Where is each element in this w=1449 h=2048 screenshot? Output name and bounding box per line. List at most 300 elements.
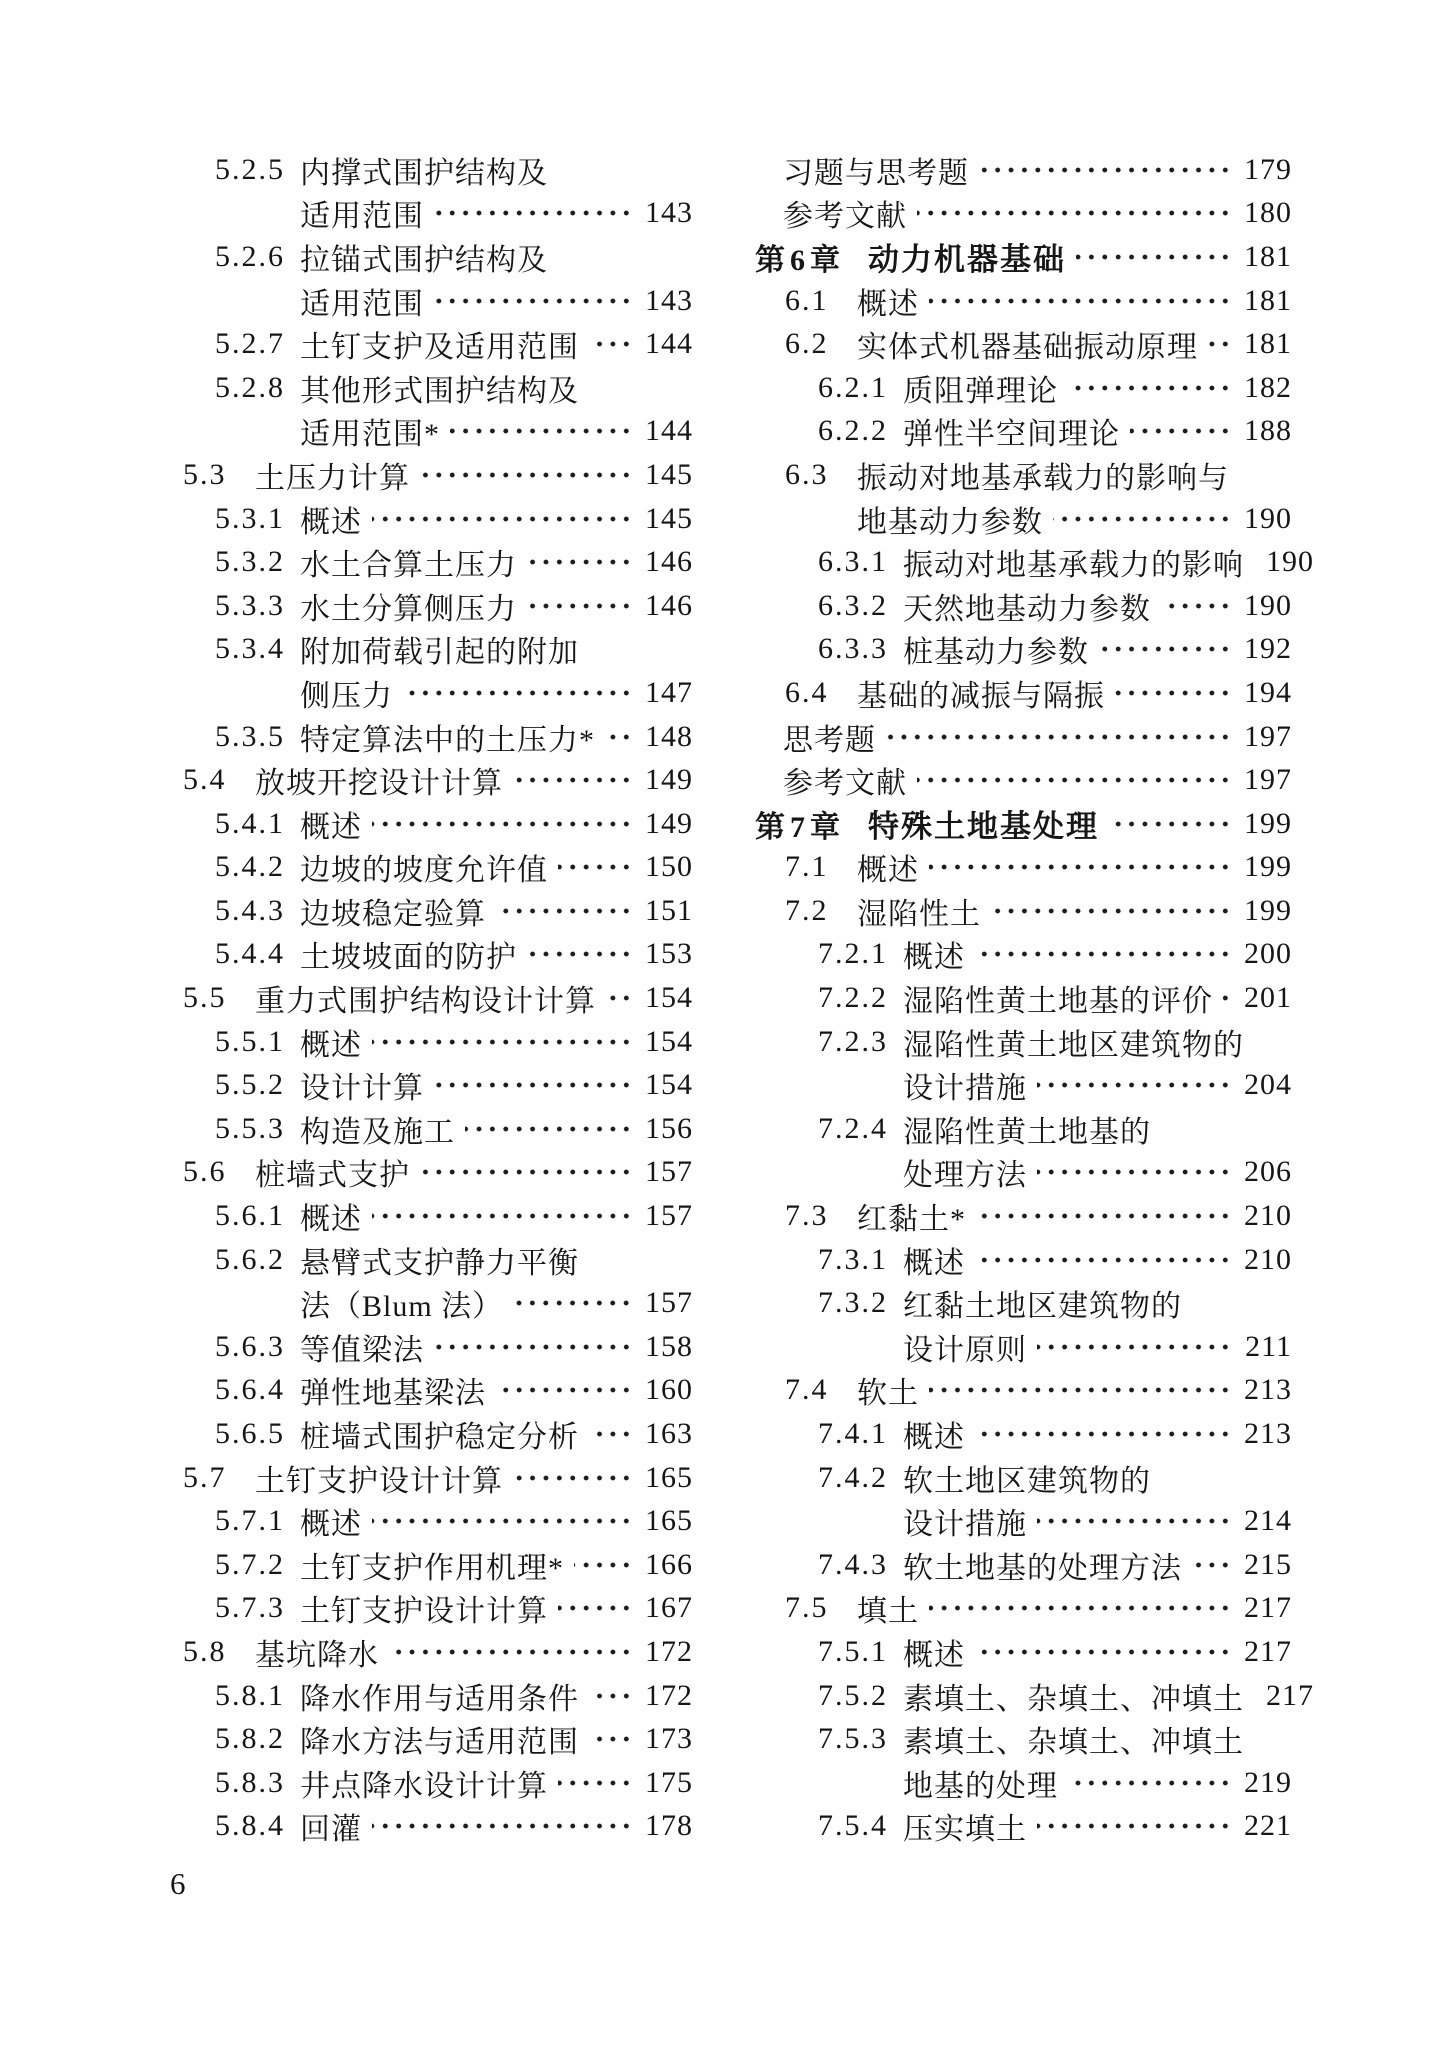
toc-entry bbox=[755, 1587, 1292, 1631]
dot-leader bbox=[450, 427, 633, 435]
toc-entry-title: 基础的减振与隔振 bbox=[857, 679, 1105, 713]
toc-entry bbox=[755, 1281, 1292, 1325]
toc-entry-number: 5.3 bbox=[183, 457, 227, 491]
toc-entry bbox=[755, 846, 1292, 890]
toc-entry-number: 7.2.1 bbox=[818, 937, 888, 971]
toc-entry bbox=[755, 497, 1292, 541]
toc-entry bbox=[755, 1325, 1292, 1369]
toc-entry-number: 7.5.1 bbox=[818, 1634, 888, 1668]
toc-entry-number: 5.7.2 bbox=[215, 1547, 285, 1581]
dot-leader bbox=[976, 1212, 1232, 1220]
toc-entry bbox=[183, 628, 693, 672]
toc-entry-number: 5.8.4 bbox=[215, 1809, 285, 1843]
toc-entry bbox=[183, 715, 693, 759]
toc-entry-title: 概述 bbox=[300, 810, 362, 844]
toc-entry-number: 6.1 bbox=[785, 283, 829, 317]
toc-entry-title: 水土分算侧压力 bbox=[300, 592, 517, 626]
toc-entry bbox=[183, 889, 693, 933]
toc-entry-title: 附加荷载引起的附加 bbox=[300, 636, 579, 670]
toc-entry bbox=[755, 322, 1292, 366]
dot-leader bbox=[434, 1081, 633, 1089]
toc-entry-title: 土钉支护作用机理* bbox=[300, 1551, 564, 1585]
toc-entry-title: 概述 bbox=[857, 854, 919, 888]
dot-leader bbox=[1053, 515, 1232, 523]
toc-entry-number: 5.7.3 bbox=[215, 1591, 285, 1625]
toc-entry-number: 5.3.2 bbox=[215, 545, 285, 579]
toc-entry-page-number: 175 bbox=[645, 1765, 693, 1799]
toc-entry bbox=[755, 148, 1292, 192]
dot-leader bbox=[420, 1168, 633, 1176]
toc-entry-number: 7.5 bbox=[785, 1591, 829, 1625]
toc-entry-number: 7.5.3 bbox=[818, 1722, 888, 1756]
toc-entry-page-number: 143 bbox=[645, 283, 693, 317]
toc-entry-page-number: 158 bbox=[645, 1329, 693, 1363]
toc-entry-title: 构造及施工 bbox=[300, 1115, 455, 1149]
toc-entry bbox=[183, 1630, 693, 1674]
dot-leader bbox=[496, 907, 633, 915]
toc-entry-title: 红黏土* bbox=[857, 1203, 966, 1237]
toc-entry-page-number: 147 bbox=[645, 675, 693, 709]
toc-entry-number: 5.7.1 bbox=[215, 1504, 285, 1538]
dot-leader bbox=[929, 1386, 1232, 1394]
toc-entry-number: 7.4.2 bbox=[818, 1460, 888, 1494]
toc-entry-title: 素填土、杂填土、冲填土 bbox=[903, 1682, 1244, 1716]
toc-entry bbox=[755, 1543, 1292, 1587]
toc-entry-number: 5.4.2 bbox=[215, 850, 285, 884]
toc-entry-page-number: 144 bbox=[645, 327, 693, 361]
toc-entry bbox=[755, 671, 1292, 715]
dot-leader bbox=[975, 1256, 1232, 1264]
dot-leader bbox=[929, 297, 1232, 305]
toc-entry-title: 压实填土 bbox=[903, 1813, 1027, 1847]
dot-leader bbox=[558, 1604, 633, 1612]
toc-entry-page-number: 172 bbox=[645, 1634, 693, 1668]
toc-entry-title: 湿陷性黄土地区建筑物的 bbox=[903, 1028, 1244, 1062]
toc-entry-page-number: 200 bbox=[1244, 937, 1292, 971]
toc-entry bbox=[183, 584, 693, 628]
toc-entry-number: 第6章 bbox=[755, 243, 845, 277]
toc-entry-page-number: 190 bbox=[1244, 501, 1292, 535]
dot-leader bbox=[527, 558, 633, 566]
toc-entry bbox=[183, 1107, 693, 1151]
toc-entry-title: 土坡坡面的防护 bbox=[300, 941, 517, 975]
toc-entry-number: 5.3.1 bbox=[215, 501, 285, 535]
toc-entry bbox=[755, 628, 1292, 672]
dot-leader bbox=[1068, 1779, 1232, 1787]
toc-entry-title: 适用范围 bbox=[300, 287, 424, 321]
toc-entry-number: 5.5.3 bbox=[215, 1111, 285, 1145]
toc-entry bbox=[755, 889, 1292, 933]
toc-entry-number: 7.5.4 bbox=[818, 1809, 888, 1843]
toc-entry-title: 动力机器基础 bbox=[868, 242, 1066, 278]
toc-entry-page-number: 167 bbox=[645, 1591, 693, 1625]
toc-entry-title: 概述 bbox=[903, 1638, 965, 1672]
toc-entry-title: 土压力计算 bbox=[255, 461, 410, 495]
toc-entry-number: 5.4.3 bbox=[215, 893, 285, 927]
toc-entry-number: 7.2.4 bbox=[818, 1111, 888, 1145]
toc-entry-title: 概述 bbox=[300, 505, 362, 539]
toc-entry bbox=[183, 540, 693, 584]
dot-leader bbox=[513, 1299, 633, 1307]
toc-entry-page-number: 166 bbox=[645, 1547, 693, 1581]
toc-entry-title: 概述 bbox=[300, 1203, 362, 1237]
toc-entry bbox=[183, 322, 693, 366]
dot-leader bbox=[975, 950, 1232, 958]
toc-entry-page-number: 215 bbox=[1244, 1547, 1292, 1581]
toc-entry bbox=[183, 802, 693, 846]
toc-entry bbox=[755, 1412, 1292, 1456]
toc-entry-number: 5.2.8 bbox=[215, 370, 285, 404]
toc-entry-title: 适用范围 bbox=[300, 200, 424, 234]
toc-entry-page-number: 213 bbox=[1244, 1373, 1292, 1407]
toc-entry bbox=[183, 192, 693, 236]
toc-entry bbox=[183, 366, 693, 410]
dot-leader bbox=[527, 602, 633, 610]
toc-entry-page-number: 204 bbox=[1244, 1068, 1292, 1102]
toc-entry-title: 基坑降水 bbox=[255, 1638, 379, 1672]
toc-entry-title: 质阻弹理论 bbox=[903, 374, 1058, 408]
toc-entry-page-number: 180 bbox=[1244, 196, 1292, 230]
toc-entry-page-number: 163 bbox=[645, 1417, 693, 1451]
toc-entry-page-number: 199 bbox=[1244, 806, 1292, 840]
dot-leader bbox=[1068, 384, 1232, 392]
toc-entry-page-number: 211 bbox=[1245, 1329, 1292, 1363]
toc-entry bbox=[755, 1194, 1292, 1238]
toc-entry bbox=[755, 1674, 1314, 1718]
toc-entry-page-number: 181 bbox=[1244, 327, 1292, 361]
toc-entry-title: 概述 bbox=[903, 1246, 965, 1280]
toc-entry-title: 降水方法与适用范围 bbox=[300, 1726, 579, 1760]
toc-entry bbox=[183, 1761, 693, 1805]
toc-entry-number: 6.2 bbox=[785, 327, 829, 361]
toc-entry-number: 7.3.1 bbox=[818, 1242, 888, 1276]
toc-entry-title: 软土地基的处理方法 bbox=[903, 1551, 1182, 1585]
toc-entry-page-number: 179 bbox=[1244, 152, 1292, 186]
toc-entry bbox=[183, 1674, 693, 1718]
dot-leader bbox=[513, 1474, 633, 1482]
dot-leader bbox=[1099, 645, 1232, 653]
dot-leader bbox=[929, 1604, 1232, 1612]
toc-entry bbox=[755, 366, 1292, 410]
toc-entry-number: 7.4.3 bbox=[818, 1547, 888, 1581]
toc-entry-page-number: 181 bbox=[1244, 283, 1292, 317]
toc-entry bbox=[755, 540, 1314, 584]
dot-leader bbox=[372, 1212, 633, 1220]
toc-entry-number: 5.8 bbox=[183, 1634, 227, 1668]
toc-entry-title: 设计计算 bbox=[300, 1072, 424, 1106]
toc-entry-title: 拉锚式围护结构及 bbox=[300, 243, 548, 277]
toc-entry bbox=[183, 235, 693, 279]
dot-leader bbox=[1161, 602, 1232, 610]
toc-entry-number: 7.1 bbox=[785, 850, 829, 884]
toc-entry bbox=[755, 1761, 1292, 1805]
toc-entry-number: 5.2.6 bbox=[215, 239, 285, 273]
toc-entry-number: 7.5.2 bbox=[818, 1678, 888, 1712]
toc-entry-number: 6.2.1 bbox=[818, 370, 888, 404]
dot-leader bbox=[1208, 340, 1232, 348]
toc-entry-page-number: 201 bbox=[1244, 981, 1292, 1015]
toc-entry-title: 填土 bbox=[857, 1595, 919, 1629]
dot-leader bbox=[420, 471, 633, 479]
toc-entry bbox=[183, 976, 693, 1020]
toc-entry-number: 5.5 bbox=[183, 981, 227, 1015]
toc-entry-page-number: 221 bbox=[1244, 1809, 1292, 1843]
toc-entry-page-number: 173 bbox=[645, 1722, 693, 1756]
toc-entry-title: 素填土、杂填土、冲填土 bbox=[903, 1726, 1244, 1760]
toc-entry-title: 处理方法 bbox=[903, 1159, 1027, 1193]
toc-entry bbox=[183, 1238, 693, 1282]
toc-entry-number: 5.2.7 bbox=[215, 327, 285, 361]
dot-leader bbox=[434, 209, 633, 217]
dot-leader bbox=[574, 1561, 633, 1569]
toc-entry-title: 概述 bbox=[857, 287, 919, 321]
toc-entry-title: 地基动力参数 bbox=[857, 505, 1043, 539]
toc-entry bbox=[755, 584, 1292, 628]
toc-entry-title: 桩墙式围护稳定分析 bbox=[300, 1421, 579, 1455]
toc-entry bbox=[183, 148, 693, 192]
toc-entry-title: 回灌 bbox=[300, 1813, 362, 1847]
toc-entry-page-number: 182 bbox=[1244, 370, 1292, 404]
toc-entry-page-number: 148 bbox=[645, 719, 693, 753]
toc-entry-page-number: 157 bbox=[645, 1199, 693, 1233]
toc-entry bbox=[183, 1412, 693, 1456]
toc-entry-title: 土钉支护设计计算 bbox=[300, 1595, 548, 1629]
toc-entry-number: 7.3 bbox=[785, 1199, 829, 1233]
dot-leader bbox=[929, 863, 1232, 871]
dot-leader bbox=[465, 1125, 633, 1133]
dot-leader bbox=[589, 340, 633, 348]
dot-leader bbox=[558, 1779, 633, 1787]
page-footer-number: 6 bbox=[170, 1866, 186, 1901]
toc-entry-page-number: 145 bbox=[645, 457, 693, 491]
toc-entry bbox=[183, 1194, 693, 1238]
toc-entry-number: 5.6 bbox=[183, 1155, 227, 1189]
toc-entry-page-number: 210 bbox=[1244, 1199, 1292, 1233]
toc-entry-page-number: 157 bbox=[645, 1286, 693, 1320]
toc-entry-title: 振动对地基承载力的影响 bbox=[903, 549, 1244, 583]
toc-entry-title: 习题与思考题 bbox=[783, 156, 969, 190]
toc-entry bbox=[183, 933, 693, 977]
toc-entry bbox=[755, 192, 1292, 236]
toc-entry-title: 地基的处理 bbox=[903, 1769, 1058, 1803]
toc-entry bbox=[755, 279, 1292, 323]
toc-entry-title: 土钉支护设计计算 bbox=[255, 1464, 503, 1498]
toc-entry bbox=[755, 976, 1292, 1020]
toc-entry bbox=[183, 1805, 693, 1849]
toc-entry-page-number: 219 bbox=[1244, 1765, 1292, 1799]
toc-entry-title: 参考文献 bbox=[783, 200, 907, 234]
toc-entry-title: 思考题 bbox=[783, 723, 876, 757]
toc-entry-title: 水土合算土压力 bbox=[300, 549, 517, 583]
toc-entry-number: 5.4.1 bbox=[215, 806, 285, 840]
toc-entry bbox=[755, 1499, 1292, 1543]
toc-entry-page-number: 188 bbox=[1244, 414, 1292, 448]
toc-entry bbox=[183, 846, 693, 890]
dot-leader bbox=[1109, 820, 1232, 828]
dot-leader bbox=[1037, 1517, 1232, 1525]
dot-leader bbox=[403, 689, 633, 697]
toc-entry-page-number: 149 bbox=[645, 806, 693, 840]
dot-leader bbox=[372, 1038, 633, 1046]
toc-entry-title: 重力式围护结构设计计算 bbox=[255, 985, 596, 1019]
dot-leader bbox=[527, 950, 633, 958]
toc-entry-title: 概述 bbox=[300, 1028, 362, 1062]
toc-entry-page-number: 194 bbox=[1244, 675, 1292, 709]
toc-entry-page-number: 181 bbox=[1244, 239, 1292, 273]
toc-entry bbox=[183, 1717, 693, 1761]
toc-entry-title: 边坡稳定验算 bbox=[300, 897, 486, 931]
toc-entry-title: 等值梁法 bbox=[300, 1333, 424, 1367]
toc-entry-title: 参考文献 bbox=[783, 767, 907, 801]
toc-entry-number: 5.8.2 bbox=[215, 1722, 285, 1756]
dot-leader bbox=[605, 733, 633, 741]
toc-entry bbox=[755, 1107, 1292, 1151]
toc-entry-page-number: 217 bbox=[1266, 1678, 1314, 1712]
toc-entry bbox=[183, 1325, 693, 1369]
toc-entry-page-number: 210 bbox=[1244, 1242, 1292, 1276]
toc-entry-page-number: 178 bbox=[645, 1809, 693, 1843]
toc-entry-page-number: 143 bbox=[645, 196, 693, 230]
toc-entry-number: 7.2.2 bbox=[818, 981, 888, 1015]
toc-entry bbox=[183, 1499, 693, 1543]
toc-entry-number: 5.6.4 bbox=[215, 1373, 285, 1407]
toc-entry-title: 放坡开挖设计计算 bbox=[255, 767, 503, 801]
toc-entry-title: 特定算法中的土压力* bbox=[300, 723, 595, 757]
toc-entry-number: 5.4.4 bbox=[215, 937, 285, 971]
dot-leader bbox=[589, 1692, 633, 1700]
toc-entry bbox=[755, 715, 1292, 759]
dot-leader bbox=[558, 863, 633, 871]
toc-entry-title: 概述 bbox=[903, 1421, 965, 1455]
toc-entry bbox=[755, 933, 1292, 977]
dot-leader bbox=[979, 166, 1232, 174]
dot-leader bbox=[1130, 427, 1232, 435]
dot-leader bbox=[372, 820, 633, 828]
toc-entry-page-number: 197 bbox=[1244, 719, 1292, 753]
toc-entry-page-number: 150 bbox=[645, 850, 693, 884]
toc-entry-title: 设计措施 bbox=[903, 1508, 1027, 1542]
toc-entry-title: 桩基动力参数 bbox=[903, 636, 1089, 670]
toc-entry-title: 湿陷性黄土地基的 bbox=[903, 1115, 1151, 1149]
dot-leader bbox=[975, 1430, 1232, 1438]
toc-entry-page-number: 199 bbox=[1244, 850, 1292, 884]
toc-entry-number: 7.2.3 bbox=[818, 1024, 888, 1058]
toc-entry-page-number: 165 bbox=[645, 1504, 693, 1538]
dot-leader bbox=[975, 1648, 1232, 1656]
toc-entry-title: 软土 bbox=[857, 1377, 919, 1411]
toc-entry-page-number: 199 bbox=[1244, 893, 1292, 927]
toc-entry-title: 适用范围* bbox=[300, 418, 440, 452]
toc-entry-number: 5.3.4 bbox=[215, 632, 285, 666]
toc-column-left bbox=[183, 148, 693, 1848]
toc-entry bbox=[755, 1630, 1292, 1674]
toc-entry-page-number: 151 bbox=[645, 893, 693, 927]
toc-entry-number: 5.5.2 bbox=[215, 1068, 285, 1102]
toc-entry bbox=[183, 279, 693, 323]
toc-entry-number: 5.3.3 bbox=[215, 588, 285, 622]
toc-entry-page-number: 156 bbox=[645, 1111, 693, 1145]
toc-entry-page-number: 160 bbox=[645, 1373, 693, 1407]
toc-entry-number: 5.7 bbox=[183, 1460, 227, 1494]
toc-entry-number: 第7章 bbox=[755, 810, 845, 844]
toc-entry-page-number: 217 bbox=[1244, 1634, 1292, 1668]
toc-entry bbox=[755, 1063, 1292, 1107]
toc-entry-page-number: 190 bbox=[1244, 588, 1292, 622]
dot-leader bbox=[1037, 1168, 1232, 1176]
toc-entry-title: 实体式机器基础振动原理 bbox=[857, 331, 1198, 365]
toc-entry-title: 设计原则 bbox=[903, 1333, 1027, 1367]
toc-entry bbox=[755, 1805, 1292, 1849]
toc-entry bbox=[183, 1456, 693, 1500]
toc-entry-page-number: 144 bbox=[645, 414, 693, 448]
toc-entry bbox=[183, 1369, 693, 1413]
toc-entry-title: 其他形式围护结构及 bbox=[300, 374, 579, 408]
toc-entry-page-number: 190 bbox=[1266, 545, 1314, 579]
toc-entry-title: 振动对地基承载力的影响与 bbox=[857, 461, 1229, 495]
dot-leader bbox=[886, 733, 1232, 741]
toc-entry-title: 弹性地基梁法 bbox=[300, 1377, 486, 1411]
toc-entry-title: 红黏土地区建筑物的 bbox=[903, 1290, 1182, 1324]
toc-entry-number: 5.8.3 bbox=[215, 1765, 285, 1799]
toc-entry-page-number: 154 bbox=[645, 981, 693, 1015]
dot-leader bbox=[589, 1735, 633, 1743]
dot-leader bbox=[991, 907, 1232, 915]
toc-entry-title: 弹性半空间理论 bbox=[903, 418, 1120, 452]
toc-entry-page-number: 214 bbox=[1244, 1504, 1292, 1538]
dot-leader bbox=[1037, 1343, 1232, 1351]
toc-entry bbox=[183, 1063, 693, 1107]
toc-entry bbox=[183, 410, 693, 454]
dot-leader bbox=[917, 776, 1232, 784]
toc-entry-title: 悬臂式支护静力平衡 bbox=[300, 1246, 579, 1280]
toc-entry-page-number: 206 bbox=[1244, 1155, 1292, 1189]
toc-entry-title: 降水作用与适用条件 bbox=[300, 1682, 579, 1716]
toc-entry bbox=[755, 453, 1292, 497]
toc-entry-title: 土钉支护及适用范围 bbox=[300, 331, 579, 365]
toc-entry-number: 7.3.2 bbox=[818, 1286, 888, 1320]
toc-entry bbox=[183, 1281, 693, 1325]
toc-entry-title: 软土地区建筑物的 bbox=[903, 1464, 1151, 1498]
toc-entry-title: 概述 bbox=[903, 941, 965, 975]
toc-entry-number: 5.2.5 bbox=[215, 152, 285, 186]
dot-leader bbox=[1037, 1081, 1232, 1089]
toc-entry-page-number: 149 bbox=[645, 763, 693, 797]
toc-entry bbox=[755, 1238, 1292, 1282]
toc-entry-number: 5.4 bbox=[183, 763, 227, 797]
toc-entry bbox=[183, 497, 693, 541]
toc-entry-number: 7.4.1 bbox=[818, 1417, 888, 1451]
toc-entry-page-number: 154 bbox=[645, 1024, 693, 1058]
toc-entry-number: 6.3 bbox=[785, 457, 829, 491]
toc-entry bbox=[755, 410, 1292, 454]
dot-leader bbox=[496, 1386, 633, 1394]
toc-entry-number: 5.5.1 bbox=[215, 1024, 285, 1058]
toc-entry-number: 7.4 bbox=[785, 1373, 829, 1407]
toc-entry bbox=[183, 453, 693, 497]
toc-entry-number: 5.6.5 bbox=[215, 1417, 285, 1451]
dot-leader bbox=[372, 515, 633, 523]
toc-entry-number: 6.2.2 bbox=[818, 414, 888, 448]
toc-entry-number: 5.6.3 bbox=[215, 1329, 285, 1363]
toc-entry bbox=[755, 1151, 1292, 1195]
toc-entry-page-number: 172 bbox=[645, 1678, 693, 1712]
toc-entry-number: 6.3.1 bbox=[818, 545, 888, 579]
toc-entry-number: 6.4 bbox=[785, 675, 829, 709]
toc-entry-title: 设计措施 bbox=[903, 1072, 1027, 1106]
toc-entry-page-number: 197 bbox=[1244, 763, 1292, 797]
toc-entry-title: 湿陷性土 bbox=[857, 897, 981, 931]
toc-entry bbox=[183, 1151, 693, 1195]
